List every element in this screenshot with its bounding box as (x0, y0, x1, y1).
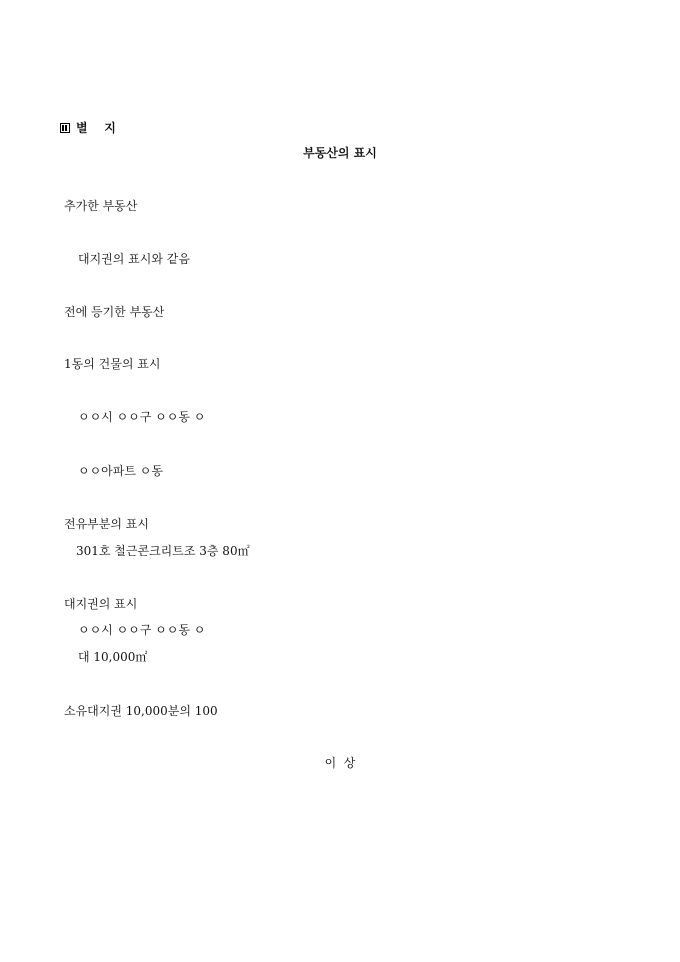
exclusive-part-label: 전유부분의 표시 (64, 517, 149, 531)
prior-property-label: 전에 등기한 부동산 (64, 305, 165, 319)
document-title: 부동산의 표시 (303, 146, 377, 160)
attachment-mark-icon (60, 123, 70, 133)
ownership-ratio: 소유대지권 10,000분의 100 (64, 704, 218, 718)
added-property-label: 추가한 부동산 (64, 199, 138, 213)
building-label: 1동의 건물의 표시 (64, 357, 161, 371)
land-right-area: 대 10,000㎡ (78, 650, 148, 664)
land-right-address: ㅇㅇ시 ㅇㅇ구 ㅇㅇ동 ㅇ (78, 623, 206, 637)
land-right-label: 대지권의 표시 (64, 597, 138, 611)
closing-mark: 이 상 (324, 756, 356, 770)
attachment-label: 별 지 (76, 121, 116, 135)
building-name: ㅇㅇ아파트 ㅇ동 (78, 464, 163, 478)
exclusive-part-value: 301호 철근콘크리트조 3층 80㎡ (76, 544, 250, 558)
added-property-value: 대지권의 표시와 같음 (78, 252, 190, 266)
attachment-header (60, 121, 116, 135)
building-address: ㅇㅇ시 ㅇㅇ구 ㅇㅇ동 ㅇ (78, 410, 206, 424)
